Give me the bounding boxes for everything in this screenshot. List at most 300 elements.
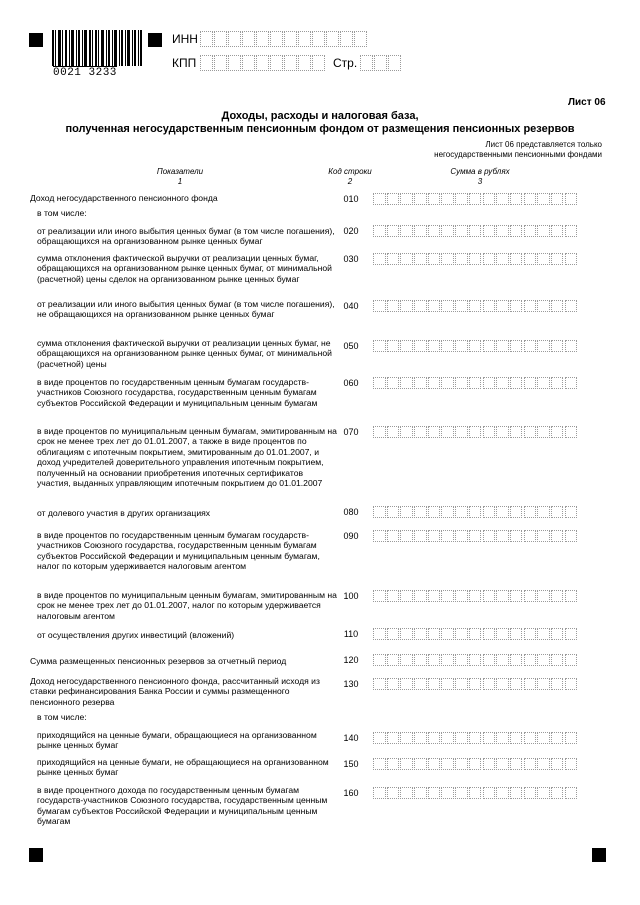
amount-cell[interactable] bbox=[537, 678, 550, 690]
amount-cell[interactable] bbox=[373, 654, 386, 666]
amount-cell[interactable] bbox=[496, 530, 509, 542]
amount-cell[interactable] bbox=[565, 426, 578, 438]
amount-cell[interactable] bbox=[469, 300, 482, 312]
amount-cell[interactable] bbox=[537, 426, 550, 438]
row-code-060: 060 bbox=[343, 378, 359, 388]
amount-cell[interactable] bbox=[551, 787, 564, 799]
row-text-150: приходящийся на ценные бумаги, не обращающиеся на организованном рынке ценных бумаг bbox=[37, 757, 329, 778]
amount-cell[interactable] bbox=[537, 506, 550, 518]
amount-cell[interactable] bbox=[441, 340, 454, 352]
amount-cell[interactable] bbox=[510, 590, 523, 602]
row-text-140: приходящийся на ценные бумаги, обращающиеся на организованном рынке ценных бумаг bbox=[37, 730, 317, 751]
amount-cell[interactable] bbox=[428, 678, 441, 690]
amount-cell[interactable] bbox=[441, 506, 454, 518]
amount-cell[interactable] bbox=[565, 590, 578, 602]
amount-cell[interactable] bbox=[483, 654, 496, 666]
amount-cell[interactable] bbox=[387, 654, 400, 666]
amount-cell[interactable] bbox=[455, 787, 468, 799]
amount-cell[interactable] bbox=[469, 506, 482, 518]
row-code-090: 090 bbox=[343, 531, 359, 541]
amount-cell[interactable] bbox=[510, 530, 523, 542]
amount-cell[interactable] bbox=[537, 628, 550, 640]
amount-cell[interactable] bbox=[565, 377, 578, 389]
amount-cell[interactable] bbox=[510, 506, 523, 518]
amount-cell[interactable] bbox=[496, 787, 509, 799]
amount-cell[interactable] bbox=[483, 506, 496, 518]
amount-cell[interactable] bbox=[455, 628, 468, 640]
amount-cell[interactable] bbox=[455, 506, 468, 518]
amount-cell[interactable] bbox=[551, 678, 564, 690]
amount-cell[interactable] bbox=[469, 732, 482, 744]
amount-cell[interactable] bbox=[524, 300, 537, 312]
amount-cell[interactable] bbox=[524, 678, 537, 690]
amount-cell[interactable] bbox=[373, 758, 386, 770]
amount-cell[interactable] bbox=[455, 530, 468, 542]
amount-cell[interactable] bbox=[400, 758, 413, 770]
amount-cell[interactable] bbox=[387, 732, 400, 744]
amount-cell[interactable] bbox=[428, 758, 441, 770]
amount-cell[interactable] bbox=[414, 678, 427, 690]
amount-cell[interactable] bbox=[510, 300, 523, 312]
amount-cell[interactable] bbox=[496, 253, 509, 265]
amount-cell[interactable] bbox=[537, 225, 550, 237]
amount-cell[interactable] bbox=[428, 193, 441, 205]
amount-cell[interactable] bbox=[428, 253, 441, 265]
amount-cell[interactable] bbox=[537, 732, 550, 744]
amount-cell[interactable] bbox=[483, 628, 496, 640]
amount-cell[interactable] bbox=[387, 758, 400, 770]
amount-cell[interactable] bbox=[455, 377, 468, 389]
amount-cell[interactable] bbox=[496, 377, 509, 389]
amount-field-110[interactable] bbox=[373, 628, 595, 640]
amount-cell[interactable] bbox=[524, 225, 537, 237]
amount-cell[interactable] bbox=[455, 300, 468, 312]
amount-cell[interactable] bbox=[483, 253, 496, 265]
amount-cell[interactable] bbox=[414, 654, 427, 666]
amount-cell[interactable] bbox=[414, 300, 427, 312]
amount-field-040[interactable] bbox=[373, 300, 595, 312]
amount-cell[interactable] bbox=[524, 193, 537, 205]
amount-cell[interactable] bbox=[483, 758, 496, 770]
amount-cell[interactable] bbox=[400, 628, 413, 640]
amount-cell[interactable] bbox=[469, 628, 482, 640]
amount-cell[interactable] bbox=[428, 732, 441, 744]
amount-cell[interactable] bbox=[373, 426, 386, 438]
amount-cell[interactable] bbox=[510, 340, 523, 352]
amount-cell[interactable] bbox=[387, 426, 400, 438]
col1-num: 1 bbox=[177, 177, 183, 186]
amount-cell[interactable] bbox=[524, 590, 537, 602]
amount-cell[interactable] bbox=[483, 787, 496, 799]
amount-cell[interactable] bbox=[400, 530, 413, 542]
amount-cell[interactable] bbox=[524, 628, 537, 640]
amount-cell[interactable] bbox=[537, 530, 550, 542]
amount-field-120[interactable] bbox=[373, 654, 595, 666]
amount-cell[interactable] bbox=[524, 377, 537, 389]
amount-cell[interactable] bbox=[387, 506, 400, 518]
amount-cell[interactable] bbox=[551, 590, 564, 602]
amount-cell[interactable] bbox=[373, 787, 386, 799]
column-header-indicators bbox=[120, 167, 240, 187]
col2-num: 2 bbox=[347, 177, 353, 186]
row-code-120: 120 bbox=[343, 655, 359, 665]
amount-field-150[interactable] bbox=[373, 758, 595, 770]
amount-cell[interactable] bbox=[551, 530, 564, 542]
amount-cell[interactable] bbox=[469, 530, 482, 542]
amount-cell[interactable] bbox=[565, 340, 578, 352]
amount-cell[interactable] bbox=[537, 253, 550, 265]
amount-cell[interactable] bbox=[524, 506, 537, 518]
row-text-110: от осуществления других инвестиций (вложений) bbox=[37, 630, 235, 640]
amount-cell[interactable] bbox=[400, 678, 413, 690]
amount-cell[interactable] bbox=[414, 530, 427, 542]
amount-cell[interactable] bbox=[510, 787, 523, 799]
amount-cell[interactable] bbox=[496, 732, 509, 744]
amount-cell[interactable] bbox=[414, 787, 427, 799]
row-text-060: в виде процентов по государственным ценным бумагам государств-участников Союзного государства, государственным ценным бумагам субъектов Российской Федерации и муниципальным ценным бумагам bbox=[37, 377, 318, 408]
amount-cell[interactable] bbox=[510, 426, 523, 438]
amount-cell[interactable] bbox=[510, 758, 523, 770]
row-code-150: 150 bbox=[343, 759, 359, 769]
amount-cell[interactable] bbox=[400, 787, 413, 799]
amount-cell[interactable] bbox=[469, 253, 482, 265]
amount-cell[interactable] bbox=[441, 678, 454, 690]
amount-cell[interactable] bbox=[373, 678, 386, 690]
amount-cell[interactable] bbox=[428, 426, 441, 438]
amount-cell[interactable] bbox=[455, 426, 468, 438]
amount-cell[interactable] bbox=[414, 340, 427, 352]
amount-cell[interactable] bbox=[455, 340, 468, 352]
amount-cell[interactable] bbox=[387, 590, 400, 602]
amount-cell[interactable] bbox=[496, 193, 509, 205]
amount-field-060[interactable] bbox=[373, 377, 595, 389]
amount-field-070[interactable] bbox=[373, 426, 595, 438]
amount-cell[interactable] bbox=[510, 654, 523, 666]
title-line-1: Доходы, расходы и налоговая база, bbox=[221, 110, 419, 122]
amount-cell[interactable] bbox=[510, 732, 523, 744]
amount-cell[interactable] bbox=[400, 340, 413, 352]
amount-cell[interactable] bbox=[441, 590, 454, 602]
amount-cell[interactable] bbox=[428, 506, 441, 518]
amount-cell[interactable] bbox=[373, 506, 386, 518]
amount-cell[interactable] bbox=[428, 225, 441, 237]
amount-cell[interactable] bbox=[510, 628, 523, 640]
amount-cell[interactable] bbox=[387, 787, 400, 799]
amount-cell[interactable] bbox=[551, 654, 564, 666]
amount-cell[interactable] bbox=[400, 654, 413, 666]
row-code-140: 140 bbox=[343, 733, 359, 743]
amount-cell[interactable] bbox=[551, 225, 564, 237]
amount-cell[interactable] bbox=[496, 590, 509, 602]
amount-cell[interactable] bbox=[565, 787, 578, 799]
amount-cell[interactable] bbox=[455, 654, 468, 666]
amount-cell[interactable] bbox=[496, 654, 509, 666]
amount-cell[interactable] bbox=[537, 758, 550, 770]
row-text-020: от реализации или иного выбытия ценных бумаг (в том числе погашения), обращающихся на организованном рынке ценных бумаг bbox=[37, 226, 335, 247]
amount-cell[interactable] bbox=[428, 590, 441, 602]
amount-cell[interactable] bbox=[414, 732, 427, 744]
amount-cell[interactable] bbox=[373, 590, 386, 602]
amount-field-160[interactable] bbox=[373, 787, 595, 799]
amount-cell[interactable] bbox=[373, 193, 386, 205]
amount-cell[interactable] bbox=[428, 654, 441, 666]
amount-cell[interactable] bbox=[469, 758, 482, 770]
amount-cell[interactable] bbox=[524, 787, 537, 799]
amount-cell[interactable] bbox=[469, 340, 482, 352]
amount-cell[interactable] bbox=[551, 377, 564, 389]
amount-cell[interactable] bbox=[510, 678, 523, 690]
amount-cell[interactable] bbox=[441, 253, 454, 265]
amount-cell[interactable] bbox=[414, 758, 427, 770]
amount-cell[interactable] bbox=[565, 225, 578, 237]
row-text-130: Доход негосударственного пенсионного фонда, рассчитанный исходя из ставки рефинансирования Банка России и суммы размещенного пенсионного резерва bbox=[30, 676, 320, 707]
amount-cell[interactable] bbox=[483, 340, 496, 352]
amount-cell[interactable] bbox=[537, 300, 550, 312]
amount-cell[interactable] bbox=[510, 253, 523, 265]
note-line-1: Лист 06 представляется только bbox=[485, 140, 602, 149]
amount-cell[interactable] bbox=[373, 628, 386, 640]
amount-cell[interactable] bbox=[441, 787, 454, 799]
page-label: Стр. bbox=[333, 56, 358, 70]
amount-cell[interactable] bbox=[441, 732, 454, 744]
amount-cell[interactable] bbox=[469, 193, 482, 205]
corner-marker-bottom-left bbox=[29, 848, 43, 862]
amount-cell[interactable] bbox=[373, 225, 386, 237]
amount-cell[interactable] bbox=[373, 732, 386, 744]
row-text-030: сумма отклонения фактической выручки от реализации ценных бумаг, обращающихся на организованном рынке ценных бумаг, от минимальной (расчетной) цены сделок на организованном рынке ценных бумаг bbox=[37, 253, 332, 284]
sheet-note bbox=[380, 140, 602, 160]
amount-cell[interactable] bbox=[387, 225, 400, 237]
amount-cell[interactable] bbox=[524, 654, 537, 666]
amount-cell[interactable] bbox=[565, 678, 578, 690]
kpp-label: КПП bbox=[172, 56, 197, 70]
amount-cell[interactable] bbox=[483, 732, 496, 744]
amount-cell[interactable] bbox=[537, 590, 550, 602]
amount-cell[interactable] bbox=[414, 426, 427, 438]
amount-cell[interactable] bbox=[496, 506, 509, 518]
amount-cell[interactable] bbox=[551, 506, 564, 518]
amount-cell[interactable] bbox=[414, 590, 427, 602]
amount-cell[interactable] bbox=[469, 426, 482, 438]
title-line-2: полученная негосударственным пенсионным фондом от размещения пенсионных резервов bbox=[65, 123, 575, 135]
amount-cell[interactable] bbox=[387, 678, 400, 690]
amount-cell[interactable] bbox=[483, 678, 496, 690]
amount-cell[interactable] bbox=[400, 732, 413, 744]
amount-cell[interactable] bbox=[496, 426, 509, 438]
amount-cell[interactable] bbox=[551, 300, 564, 312]
amount-cell[interactable] bbox=[400, 426, 413, 438]
corner-marker-top-right bbox=[148, 33, 162, 47]
amount-cell[interactable] bbox=[441, 628, 454, 640]
amount-cell[interactable] bbox=[455, 253, 468, 265]
amount-field-140[interactable] bbox=[373, 732, 595, 744]
amount-cell[interactable] bbox=[414, 225, 427, 237]
amount-cell[interactable] bbox=[524, 758, 537, 770]
row-code-130: 130 bbox=[343, 679, 359, 689]
amount-field-010[interactable] bbox=[373, 193, 595, 205]
amount-cell[interactable] bbox=[441, 758, 454, 770]
col1-label: Показатели bbox=[156, 167, 204, 176]
barcode-number: 0021 3233 bbox=[53, 67, 117, 79]
inn-field[interactable] bbox=[200, 31, 368, 47]
amount-cell[interactable] bbox=[428, 377, 441, 389]
amount-cell[interactable] bbox=[428, 300, 441, 312]
amount-cell[interactable] bbox=[455, 732, 468, 744]
amount-cell[interactable] bbox=[496, 678, 509, 690]
amount-cell[interactable] bbox=[551, 193, 564, 205]
amount-cell[interactable] bbox=[373, 253, 386, 265]
amount-cell[interactable] bbox=[387, 340, 400, 352]
amount-cell[interactable] bbox=[565, 758, 578, 770]
amount-cell[interactable] bbox=[537, 340, 550, 352]
amount-cell[interactable] bbox=[428, 628, 441, 640]
amount-cell[interactable] bbox=[524, 530, 537, 542]
amount-cell[interactable] bbox=[400, 253, 413, 265]
amount-cell[interactable] bbox=[510, 225, 523, 237]
amount-cell[interactable] bbox=[441, 225, 454, 237]
amount-cell[interactable] bbox=[373, 377, 386, 389]
page-title bbox=[60, 110, 580, 136]
amount-cell[interactable] bbox=[387, 628, 400, 640]
column-header-amount bbox=[420, 167, 540, 187]
col3-label: Сумма в рублях bbox=[450, 167, 510, 176]
row-text-090: в виде процентов по государственным ценным бумагам государств-участников Союзного государства, государственным ценным бумагам субъектов Российской Федерации и муниципальным ценным бумагам, налог по которым удерживается налоговым агентом bbox=[37, 530, 320, 572]
amount-cell[interactable] bbox=[565, 193, 578, 205]
amount-cell[interactable] bbox=[510, 377, 523, 389]
amount-cell[interactable] bbox=[428, 787, 441, 799]
amount-cell[interactable] bbox=[455, 678, 468, 690]
amount-cell[interactable] bbox=[373, 300, 386, 312]
amount-field-080[interactable] bbox=[373, 506, 595, 518]
amount-cell[interactable] bbox=[537, 377, 550, 389]
amount-cell[interactable] bbox=[428, 340, 441, 352]
amount-field-020[interactable] bbox=[373, 225, 595, 237]
sheet-label: Лист 06 bbox=[568, 97, 606, 108]
col2-label: Код строки bbox=[328, 167, 372, 176]
amount-cell[interactable] bbox=[387, 193, 400, 205]
amount-field-090[interactable] bbox=[373, 530, 595, 542]
amount-cell[interactable] bbox=[496, 225, 509, 237]
column-header-code bbox=[322, 167, 378, 187]
amount-cell[interactable] bbox=[469, 654, 482, 666]
amount-cell[interactable] bbox=[551, 758, 564, 770]
amount-cell[interactable] bbox=[565, 300, 578, 312]
amount-cell[interactable] bbox=[428, 530, 441, 542]
row-code-040: 040 bbox=[343, 301, 359, 311]
amount-cell[interactable] bbox=[496, 628, 509, 640]
amount-cell[interactable] bbox=[400, 377, 413, 389]
amount-cell[interactable] bbox=[441, 654, 454, 666]
amount-cell[interactable] bbox=[565, 253, 578, 265]
kpp-field[interactable] bbox=[200, 55, 326, 71]
amount-cell[interactable] bbox=[441, 377, 454, 389]
amount-cell[interactable] bbox=[387, 300, 400, 312]
amount-cell[interactable] bbox=[400, 590, 413, 602]
amount-cell[interactable] bbox=[455, 590, 468, 602]
amount-cell[interactable] bbox=[565, 530, 578, 542]
amount-cell[interactable] bbox=[373, 530, 386, 542]
amount-cell[interactable] bbox=[414, 193, 427, 205]
amount-cell[interactable] bbox=[524, 253, 537, 265]
amount-cell[interactable] bbox=[483, 225, 496, 237]
amount-cell[interactable] bbox=[483, 377, 496, 389]
amount-cell[interactable] bbox=[400, 225, 413, 237]
amount-cell[interactable] bbox=[496, 340, 509, 352]
amount-field-130[interactable] bbox=[373, 678, 595, 690]
inn-label: ИНН bbox=[172, 32, 198, 46]
amount-cell[interactable] bbox=[524, 340, 537, 352]
row-code-080: 080 bbox=[343, 507, 359, 517]
amount-cell[interactable] bbox=[483, 426, 496, 438]
amount-cell[interactable] bbox=[469, 225, 482, 237]
amount-cell[interactable] bbox=[387, 377, 400, 389]
amount-cell[interactable] bbox=[496, 758, 509, 770]
amount-cell[interactable] bbox=[455, 758, 468, 770]
amount-cell[interactable] bbox=[414, 377, 427, 389]
amount-cell[interactable] bbox=[441, 193, 454, 205]
amount-cell[interactable] bbox=[551, 340, 564, 352]
amount-field-100[interactable] bbox=[373, 590, 595, 602]
amount-cell[interactable] bbox=[537, 787, 550, 799]
row-text-subheading-2: в том числе: bbox=[37, 712, 87, 722]
amount-cell[interactable] bbox=[496, 300, 509, 312]
amount-cell[interactable] bbox=[483, 530, 496, 542]
amount-cell[interactable] bbox=[551, 253, 564, 265]
amount-cell[interactable] bbox=[387, 253, 400, 265]
amount-cell[interactable] bbox=[400, 193, 413, 205]
amount-cell[interactable] bbox=[483, 590, 496, 602]
amount-cell[interactable] bbox=[510, 193, 523, 205]
amount-cell[interactable] bbox=[441, 426, 454, 438]
amount-cell[interactable] bbox=[537, 654, 550, 666]
amount-cell[interactable] bbox=[469, 590, 482, 602]
amount-cell[interactable] bbox=[414, 506, 427, 518]
amount-cell[interactable] bbox=[551, 426, 564, 438]
amount-cell[interactable] bbox=[441, 300, 454, 312]
amount-cell[interactable] bbox=[551, 628, 564, 640]
amount-cell[interactable] bbox=[565, 732, 578, 744]
amount-cell[interactable] bbox=[551, 732, 564, 744]
amount-cell[interactable] bbox=[469, 787, 482, 799]
amount-cell[interactable] bbox=[455, 193, 468, 205]
row-text-100: в виде процентов по муниципальным ценным бумагам, эмитированным на срок не менее трех лет до 01.01.2007, налог по которым удерживается налоговым агентом bbox=[37, 590, 337, 621]
amount-cell[interactable] bbox=[400, 300, 413, 312]
amount-cell[interactable] bbox=[524, 426, 537, 438]
amount-cell[interactable] bbox=[414, 253, 427, 265]
page-number-field[interactable] bbox=[360, 55, 402, 71]
amount-cell[interactable] bbox=[537, 193, 550, 205]
amount-field-030[interactable] bbox=[373, 253, 595, 265]
amount-field-050[interactable] bbox=[373, 340, 595, 352]
row-text-080: от долевого участия в других организациях bbox=[37, 508, 211, 518]
amount-cell[interactable] bbox=[387, 530, 400, 542]
amount-cell[interactable] bbox=[414, 628, 427, 640]
amount-cell[interactable] bbox=[441, 530, 454, 542]
amount-cell[interactable] bbox=[469, 678, 482, 690]
amount-cell[interactable] bbox=[455, 225, 468, 237]
amount-cell[interactable] bbox=[565, 628, 578, 640]
amount-cell[interactable] bbox=[469, 377, 482, 389]
amount-cell[interactable] bbox=[373, 340, 386, 352]
amount-cell[interactable] bbox=[483, 193, 496, 205]
row-text-160: в виде процентного дохода по государственным ценным бумагам государств-участников Союзного государства, государственным ценным бумагам субъектов Российской Федерации и муниципальным ценным бумагам bbox=[37, 785, 328, 827]
amount-cell[interactable] bbox=[565, 654, 578, 666]
amount-cell[interactable] bbox=[483, 300, 496, 312]
amount-cell[interactable] bbox=[400, 506, 413, 518]
amount-cell[interactable] bbox=[524, 732, 537, 744]
row-code-160: 160 bbox=[343, 788, 359, 798]
amount-cell[interactable] bbox=[565, 506, 578, 518]
